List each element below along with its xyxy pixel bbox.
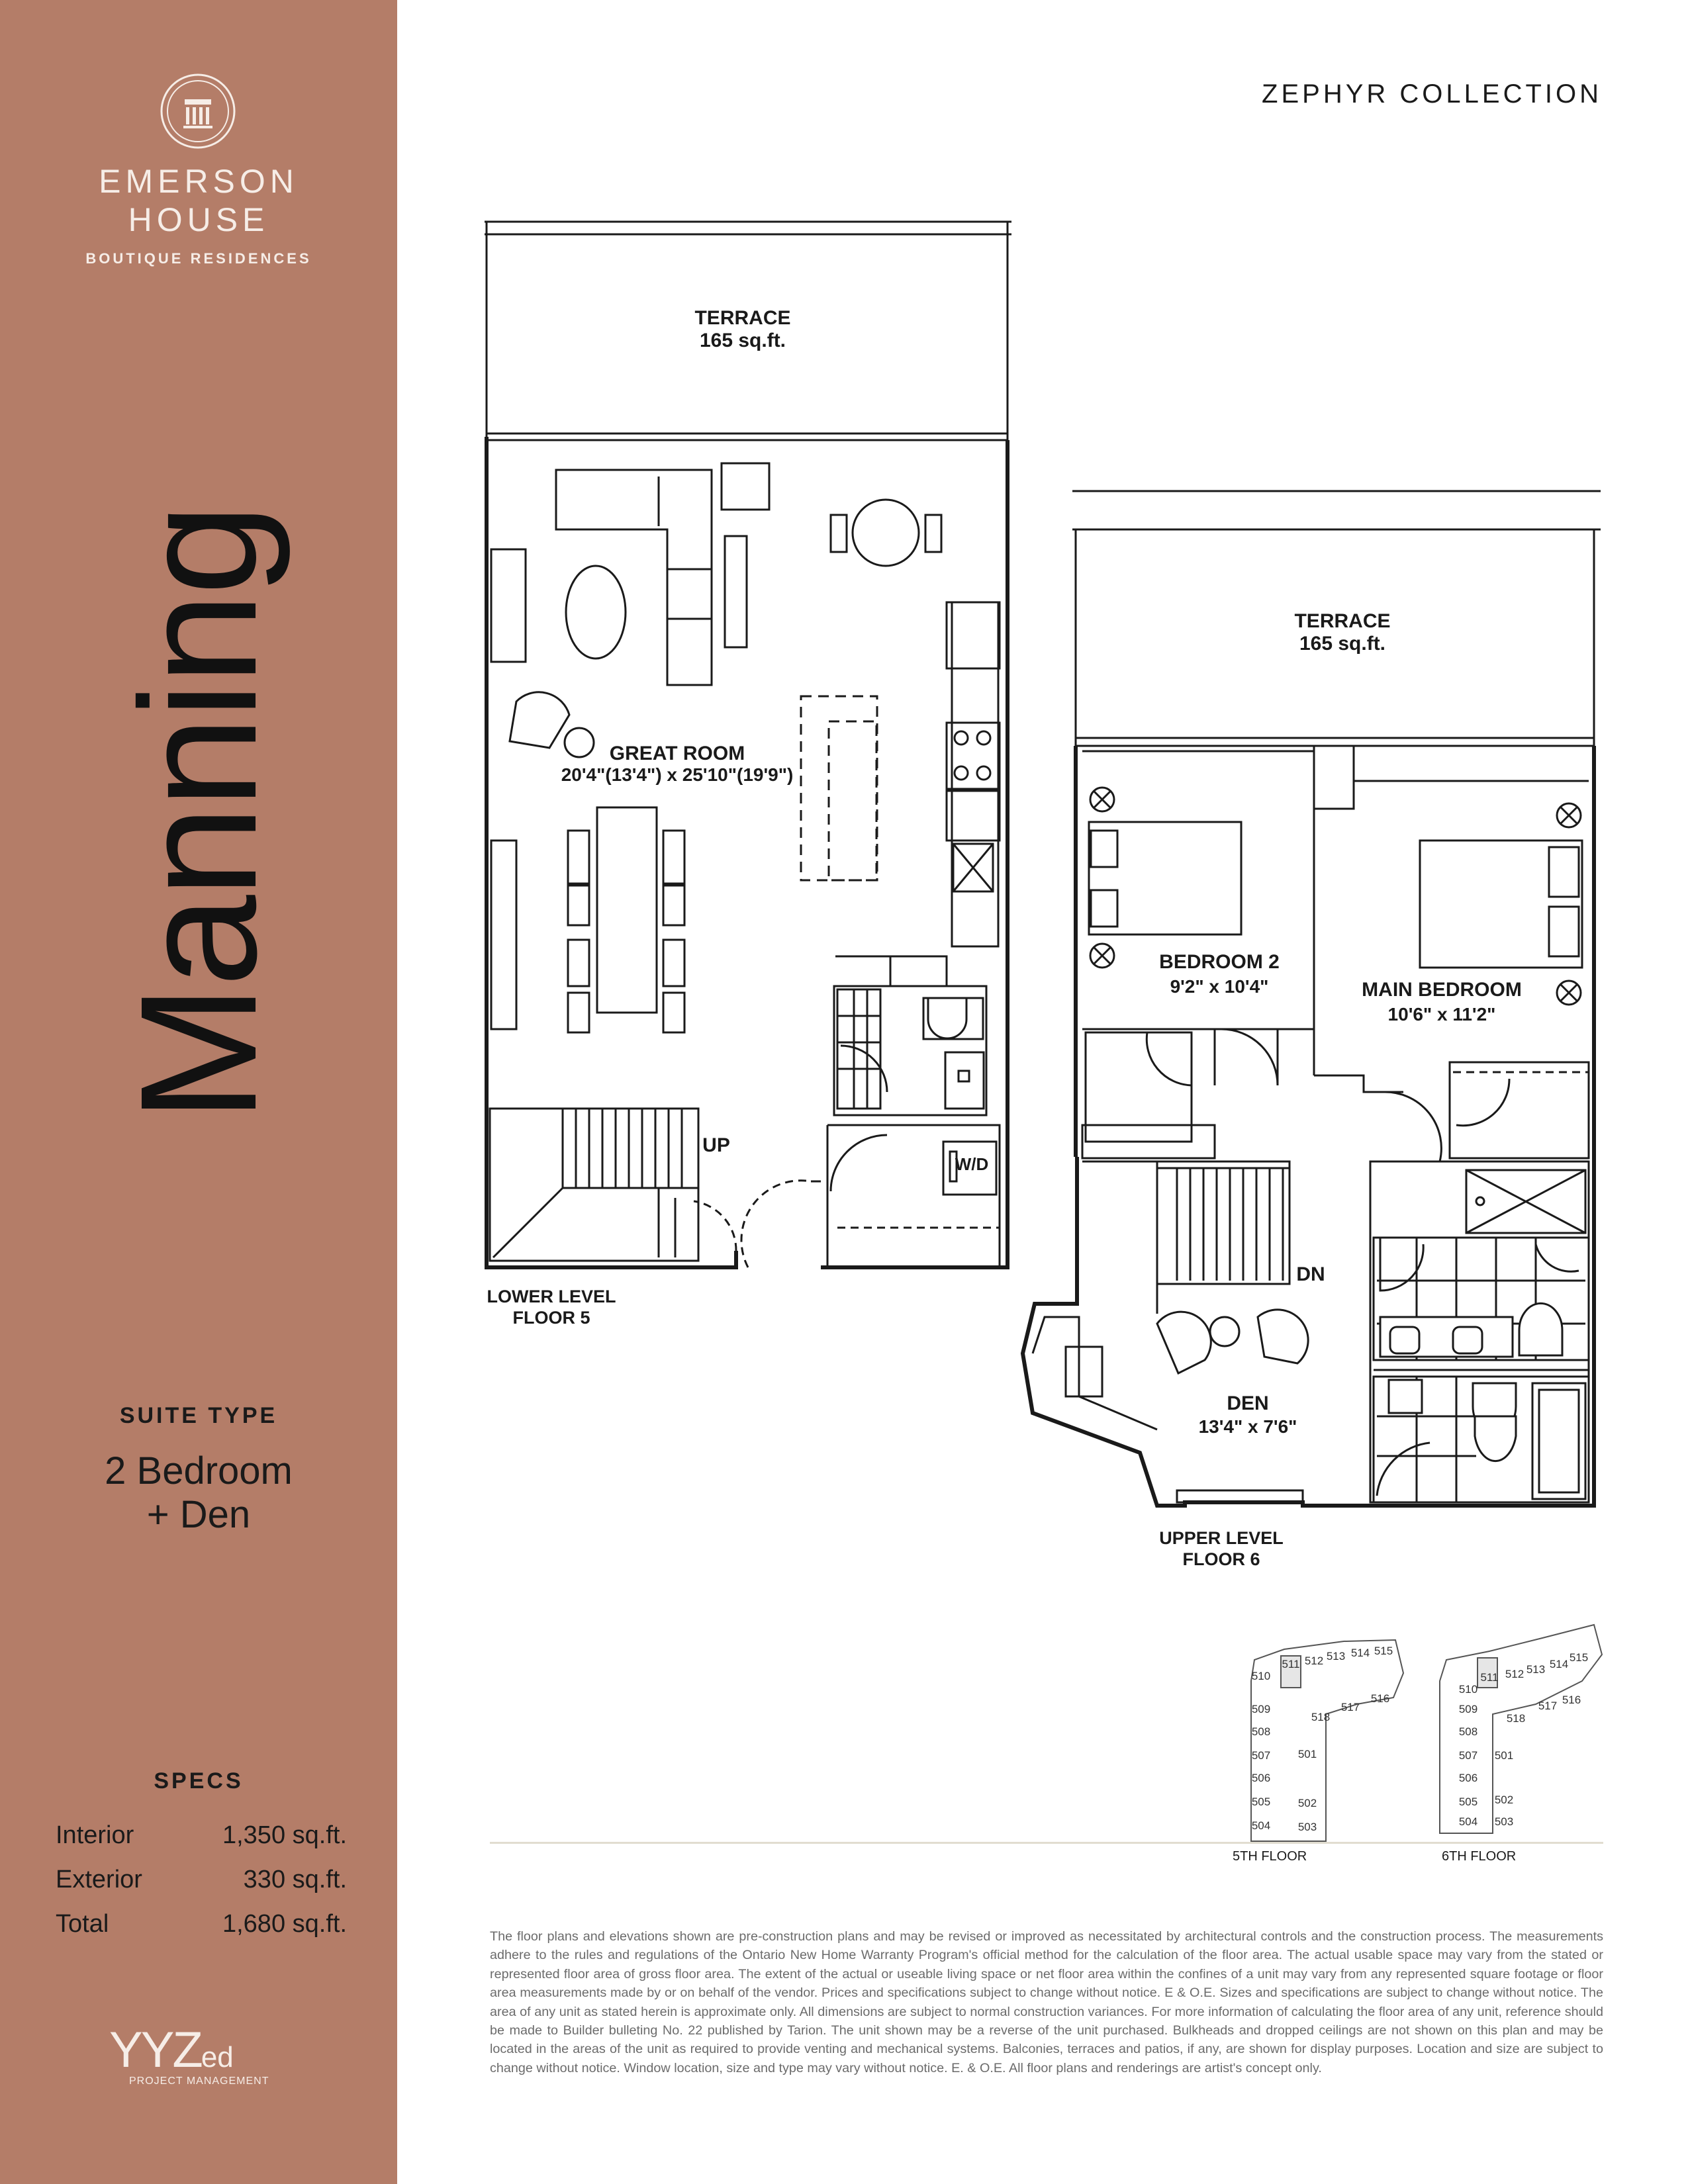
keyplan6-unit: 516 [1562,1694,1581,1706]
keyplan6-unit: 509 [1458,1703,1478,1715]
keyplan5-unit: 505 [1251,1796,1271,1808]
legal-disclaimer: The floor plans and elevations shown are pre-construction plans and may be revised or improved as necessitated by architectural controls and the construction process. The measurements adhere to the rules and regulations of the Ontario New Home Warranty Program's official method for the calculation of the floor area. The actual usable space may vary from the stated or represented floor area of gross floor area. The extent of the actual or useable living space or net floor area within the confines of a unit may vary from any represented square footage or floor area measurements made by or on behalf of the vendor. Prices and specifications subject to change without notice. E & O.E. Sizes and specifications are subject to change without notice. The area of any unit as stated herein is approximate only. All dimensions are subject to normal construction variances. For more information of calculating the floor area of any unit, reference should be made to Builder bulleting No. 22 published by Tarion. The unit shown may be a reverse of the unit purchased. Bulkheads and dropped ceilings are not shown on this plan and may be located in the areas of the unit as required to provide venting and mechanical systems. Balconies, terraces and patios, if any, are shown for display purposes. Location and size are subject to change without notice. Window location, size and type may vary without notice. E. & O.E. All floor plans and renderings are artist's concept only. [490,1929,1603,2075]
lower-terrace-area: 165 sq.ft. [699,330,786,351]
bedroom2-dims: 9'2" x 10'4" [1170,976,1269,997]
spec-value: 1,350 sq.ft. [222,1821,347,1849]
keyplan6-unit: 513 [1526,1663,1546,1676]
keyplan5-unit: 510 [1251,1670,1271,1682]
stairs-up-label: UP [702,1134,730,1156]
keyplan6-unit: 501 [1494,1749,1514,1762]
keyplan5-unit: 518 [1311,1711,1331,1723]
keyplan6-unit: 504 [1458,1815,1478,1828]
keyplan6-unit: 506 [1458,1772,1478,1784]
keyplan6-unit: 514 [1549,1658,1569,1670]
suite-name: Manning [106,506,291,1122]
pm-logo-sub: PROJECT MANAGEMENT [129,2075,269,2087]
keyplan6-unit: 503 [1494,1815,1514,1828]
keyplan5-unit: 517 [1340,1701,1360,1713]
keyplan5-unit: 507 [1251,1749,1271,1762]
spec-value: 330 sq.ft. [243,1866,347,1893]
spec-name: Total [56,1910,109,1938]
keyplan6-unit: 517 [1538,1700,1558,1712]
keyplan5-unit: 506 [1251,1772,1271,1784]
keyplan-5th-floor-label: 5TH FLOOR [1233,1849,1307,1864]
lower-floor-label: FLOOR 5 [512,1308,590,1328]
washer-dryer-label: W/D [955,1154,989,1174]
keyplan5-unit: 515 [1374,1645,1393,1657]
den-name: DEN [1227,1392,1269,1414]
keyplan6-unit: 518 [1506,1712,1526,1725]
spec-name: Interior [56,1821,134,1849]
great-room-dims: 20'4"(13'4") x 25'10"(19'9") [561,764,794,785]
keyplan6-unit: 511 [1480,1671,1499,1684]
upper-terrace-area: 165 sq.ft. [1299,633,1386,655]
great-room-name: GREAT ROOM [609,743,745,764]
bedroom2-name: BEDROOM 2 [1159,951,1280,973]
keyplan5-unit: 504 [1251,1819,1271,1832]
keyplan5-unit: 508 [1251,1725,1271,1738]
keyplan5-unit: 502 [1297,1797,1317,1809]
lower-terrace-name: TERRACE [694,307,791,329]
suite-type-label: SUITE TYPE [119,1403,278,1428]
keyplan6-unit: 502 [1494,1794,1514,1806]
specs-label: SPECS [154,1768,244,1794]
spec-name: Exterior [56,1866,142,1893]
suite-type-line1: 2 Bedroom [105,1449,293,1492]
keyplan6-unit: 508 [1458,1725,1478,1738]
upper-level-label: UPPER LEVEL [1159,1528,1284,1548]
spec-value: 1,680 sq.ft. [222,1910,347,1938]
keyplan5-unit: 514 [1350,1647,1370,1659]
keyplan6-unit: 510 [1458,1683,1478,1696]
brand-subtitle: BOUTIQUE RESIDENCES [85,250,312,267]
stairs-down-label: DN [1296,1263,1325,1285]
main-bedroom-name: MAIN BEDROOM [1362,979,1522,1001]
keyplan6-unit: 505 [1458,1796,1478,1808]
pm-logo-suffix: ed [201,2041,234,2073]
keyplan5-unit: 516 [1370,1692,1390,1705]
upper-floor-label: FLOOR 6 [1182,1549,1260,1569]
keyplan5-unit: 509 [1251,1703,1271,1715]
keyplan5-unit: 501 [1297,1748,1317,1760]
main-bedroom-dims: 10'6" x 11'2" [1387,1004,1496,1024]
lower-level-label: LOWER LEVEL [487,1287,616,1306]
suite-type-line2: + Den [146,1493,251,1536]
collection-title: ZEPHYR COLLECTION [1262,79,1602,109]
upper-terrace-name: TERRACE [1294,610,1391,632]
keyplan6-unit: 512 [1505,1668,1524,1680]
keyplan5-unit: 513 [1326,1650,1346,1662]
keyplan6-unit: 515 [1569,1651,1589,1664]
brand-name-line2: HOUSE [128,201,269,238]
keyplan6-unit: 507 [1458,1749,1478,1762]
footer-divider [490,1842,1603,1844]
keyplan5-unit: 503 [1297,1821,1317,1833]
keyplan5-unit: 512 [1304,1655,1324,1667]
keyplan-6th-floor-label: 6TH FLOOR [1442,1849,1517,1864]
pm-logo-main: YYZ [109,2022,201,2078]
brand-name-line1: EMERSON [99,163,299,200]
den-dims: 13'4" x 7'6" [1198,1416,1297,1437]
keyplan5-unit: 511 [1282,1658,1300,1670]
